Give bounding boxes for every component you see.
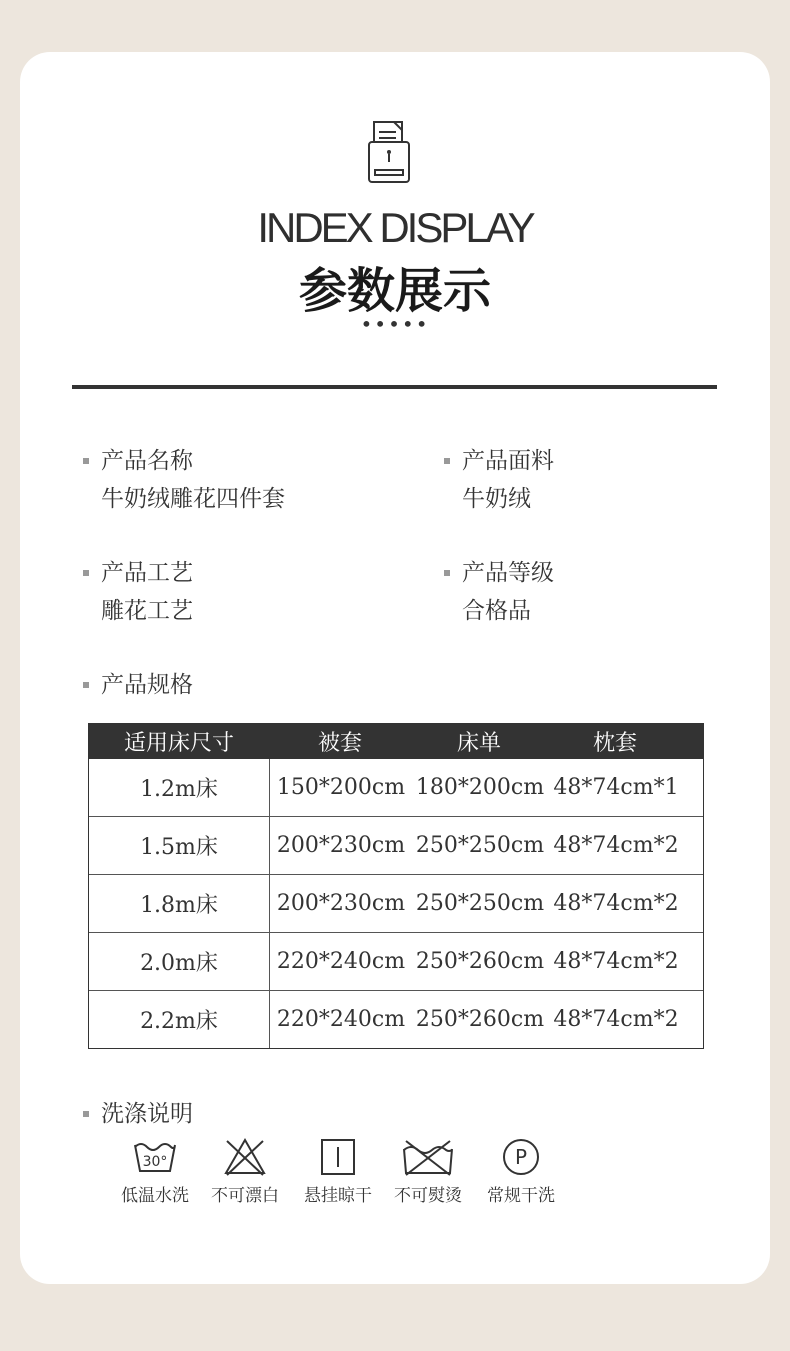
param-label: 洗涤说明 <box>83 1098 193 1130</box>
table-cell: 1.5m床 <box>89 817 270 874</box>
table-cell: 48*74cm*2 <box>553 949 679 974</box>
param-label: 产品规格 <box>83 669 193 701</box>
header-cell: 床单 <box>456 731 501 756</box>
care-icons <box>110 1137 670 1212</box>
table-header <box>89 724 703 759</box>
care-caption: 低温水洗 <box>121 1186 189 1206</box>
param-grade <box>444 557 554 627</box>
param-label: 产品等级 <box>444 557 554 589</box>
table-cell: 220*240cm <box>276 1007 406 1032</box>
dry-clean-icon <box>497 1137 545 1177</box>
table-cell: 220*240cm <box>276 949 406 974</box>
header-cell: 枕套 <box>592 731 637 756</box>
wash-temp-symbol: 30° <box>142 1154 168 1170</box>
table-row <box>89 990 703 1048</box>
table-cell: 48*74cm*1 <box>553 775 679 800</box>
table-body <box>89 759 703 1048</box>
table-cell: 250*250cm <box>415 891 545 916</box>
param-value: 牛奶绒雕花四件套 <box>101 486 285 512</box>
table-cell: 200*230cm <box>276 891 406 916</box>
care-item <box>200 1137 290 1206</box>
care-caption: 不可熨烫 <box>394 1186 462 1206</box>
param-label: 产品工艺 <box>83 557 193 589</box>
care-item <box>293 1137 383 1206</box>
title-en: INDEX DISPLAY <box>257 204 533 251</box>
hang-dry-icon <box>314 1137 362 1177</box>
care-item <box>383 1137 473 1206</box>
title-cn: 参数展示 <box>298 263 491 319</box>
param-value: 合格品 <box>462 598 531 624</box>
no-bleach-icon <box>221 1137 269 1177</box>
no-iron-icon <box>400 1137 456 1177</box>
param-fabric <box>444 445 554 515</box>
param-value: 雕花工艺 <box>101 598 193 624</box>
title-dots: ••••• <box>360 312 430 336</box>
table-cell: 200*230cm <box>276 833 406 858</box>
table-row <box>89 816 703 874</box>
table-cell: 180*200cm <box>415 775 545 800</box>
table-cell: 1.8m床 <box>89 875 270 932</box>
care-item <box>110 1137 200 1206</box>
table-cell: 150*200cm <box>276 775 406 800</box>
table-cell: 2.0m床 <box>89 933 270 990</box>
table-cell: 250*260cm <box>415 949 545 974</box>
table-cell: 48*74cm*2 <box>553 891 679 916</box>
table-cell: 2.2m床 <box>89 991 270 1048</box>
table-cell: 250*250cm <box>415 833 545 858</box>
param-value: 牛奶绒 <box>462 486 531 512</box>
document-box-icon <box>366 120 414 186</box>
table-row <box>89 932 703 990</box>
spec-table <box>88 723 704 1049</box>
header-cell: 被套 <box>317 731 362 756</box>
care-caption: 常规干洗 <box>487 1186 555 1206</box>
table-cell: 250*260cm <box>415 1007 545 1032</box>
param-label: 产品面料 <box>444 445 554 477</box>
header-cell: 适用床尺寸 <box>123 731 234 756</box>
param-spec <box>83 669 193 701</box>
param-craft <box>83 557 193 627</box>
dry-clean-symbol: P <box>514 1145 528 1169</box>
param-name <box>83 445 285 515</box>
param-label: 产品名称 <box>83 445 285 477</box>
care-caption: 不可漂白 <box>211 1186 279 1206</box>
table-row <box>89 874 703 932</box>
divider <box>72 385 717 389</box>
care-section <box>83 1098 193 1130</box>
table-cell: 48*74cm*2 <box>553 1007 679 1032</box>
care-item <box>476 1137 566 1206</box>
wash-30-icon <box>131 1137 179 1177</box>
care-caption: 悬挂晾干 <box>304 1186 372 1206</box>
content-card <box>20 52 770 1284</box>
table-row <box>89 759 703 816</box>
table-cell: 48*74cm*2 <box>553 833 679 858</box>
table-cell: 1.2m床 <box>89 759 270 816</box>
